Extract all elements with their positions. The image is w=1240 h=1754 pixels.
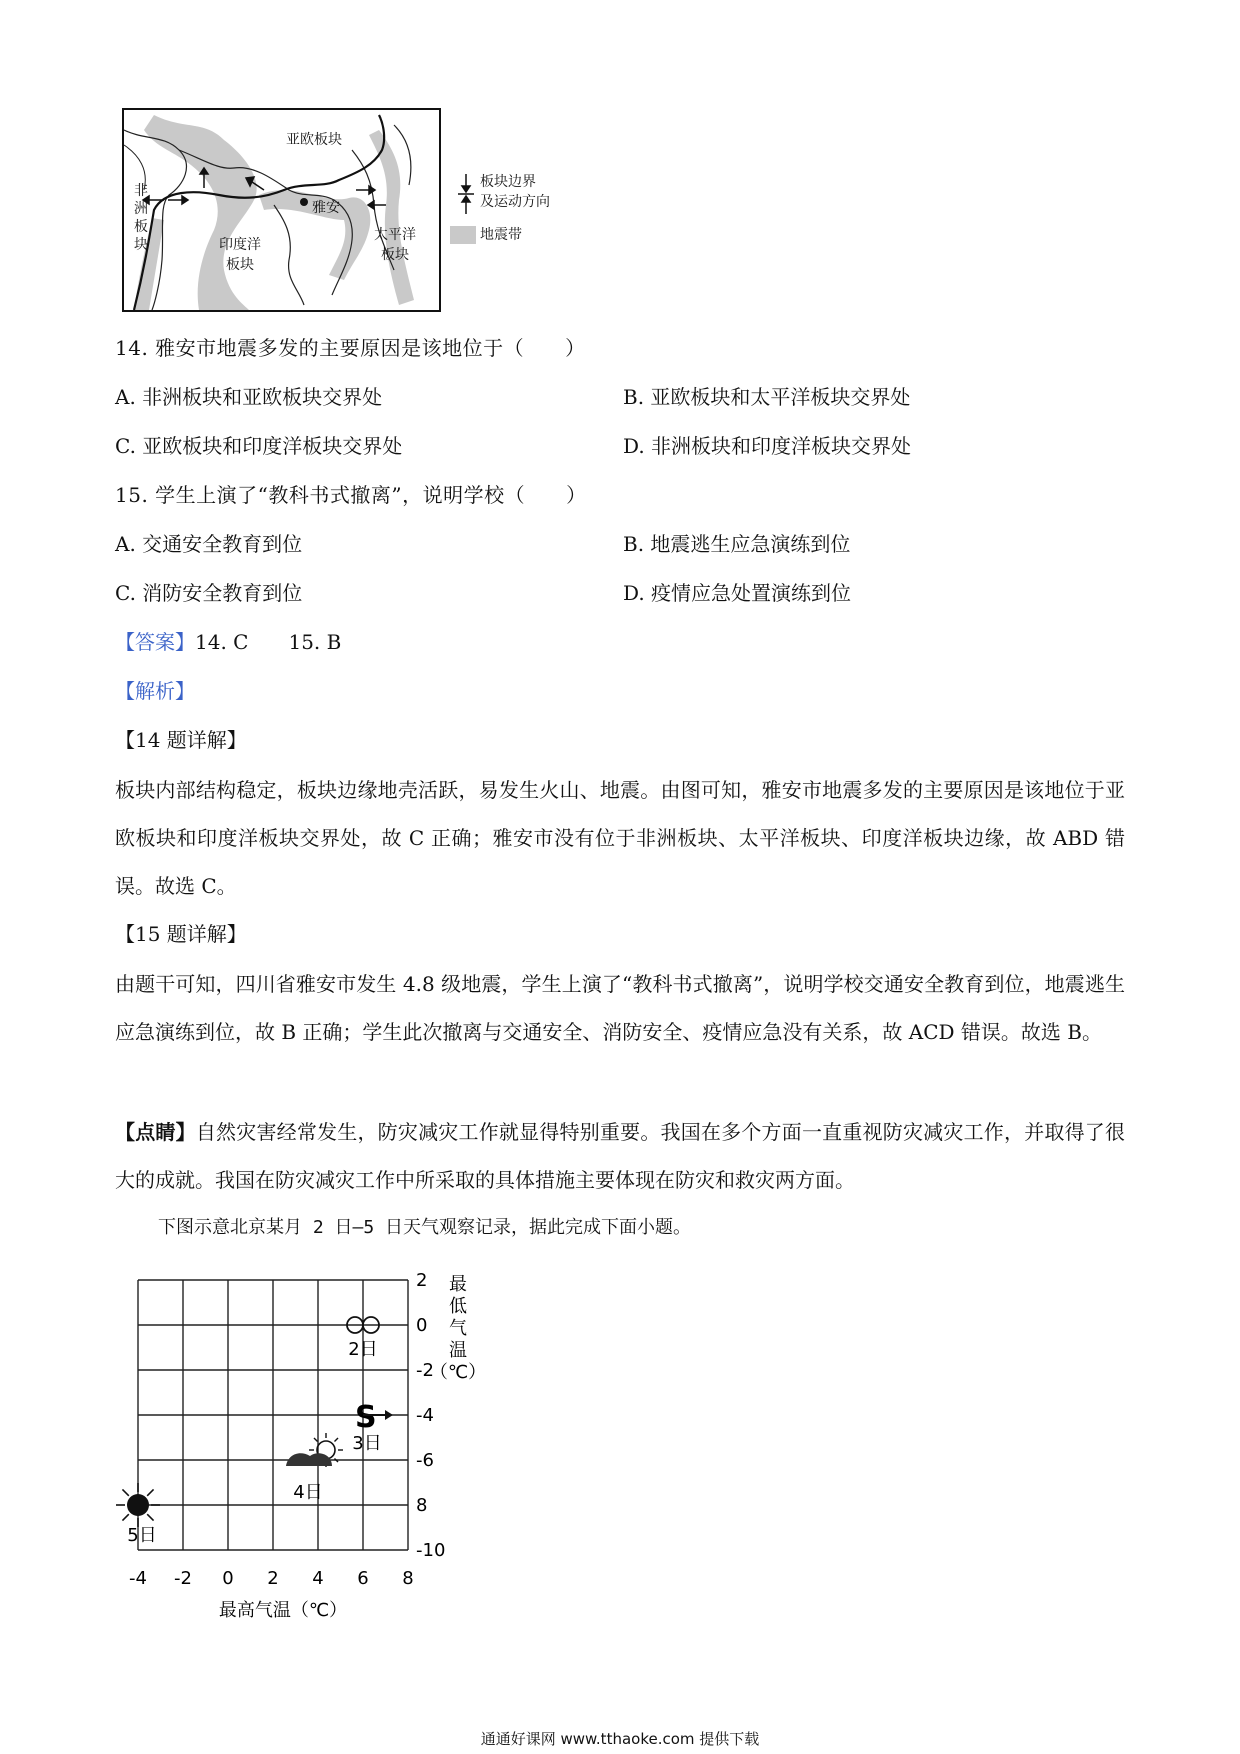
x-tick-label: 2	[267, 1568, 279, 1589]
sandstorm-icon	[355, 1400, 393, 1435]
answer-text: 14. C 15. B	[195, 630, 342, 654]
map-label-yaan: 雅安	[312, 200, 340, 216]
d14-title: 【14 题详解】	[115, 728, 247, 752]
y-tick-label: -10	[416, 1540, 446, 1561]
chart-intro: 下图示意北京某月 2 日—5 日天气观察记录，据此完成下面小题。	[158, 1217, 692, 1238]
x-tick-label: -4	[129, 1568, 147, 1589]
weather-chart-svg	[110, 1258, 487, 1621]
y-axis-label: 低	[449, 1296, 467, 1317]
map-label-indian: 印度洋 板块	[219, 237, 261, 273]
y-tick-label: -4	[416, 1405, 434, 1426]
q14-option-a: A. 非洲板块和亚欧板块交界处	[115, 385, 383, 409]
q14-option-d: D. 非洲板块和印度洋板块交界处	[623, 434, 912, 458]
tip-body: 自然灾害经常发生，防灾减灾工作就显得特别重要。我国在多个方面一直重视防灾减灾工作，并取得了很大的成就。我国在防灾减灾工作中所采取的具体措施主要体现在防灾和救灾两方面。	[115, 1120, 1126, 1192]
legend-quake-text: 地震带	[480, 227, 522, 243]
x-tick-label: 6	[357, 1568, 369, 1589]
q15-option-a: A. 交通安全教育到位	[115, 532, 303, 556]
x-tick-label: 4	[312, 1568, 324, 1589]
answer-tag: 【答案】	[115, 630, 195, 654]
q15-option-b: B. 地震逃生应急演练到位	[623, 532, 851, 556]
q15-stem: 15. 学生上演了“教科书式撤离”，说明学校（ ）	[115, 483, 587, 507]
weather-chart	[110, 1258, 487, 1621]
y-tick-label: 8	[416, 1495, 428, 1516]
map-label-pacific: 太平洋 板块	[374, 227, 416, 263]
map-label-eurasian: 亚欧板块	[286, 132, 342, 148]
x-tick-label: 8	[402, 1568, 414, 1589]
tip-paragraph	[115, 1108, 1125, 1204]
x-axis-label: 最高气温（℃）	[218, 1600, 348, 1621]
q14-option-c: C. 亚欧板块和印度洋板块交界处	[115, 434, 403, 458]
y-tick-label: -2	[416, 1360, 434, 1381]
svg-text:S: S	[355, 1400, 377, 1435]
plate-map	[122, 108, 441, 312]
y-axis-label: （℃）	[429, 1362, 487, 1383]
q14-stem: 14. 雅安市地震多发的主要原因是该地位于（ ）	[115, 336, 586, 360]
x-tick-label: 0	[222, 1568, 234, 1589]
map-label-african: 非 洲 板 块	[134, 183, 148, 253]
point-label: 4日	[293, 1482, 323, 1503]
point-label: 3日	[352, 1433, 382, 1454]
partly-cloudy-icon	[286, 1433, 343, 1467]
legend-boundary-text: 板块边界 及运动方向	[480, 174, 550, 210]
y-tick-label: 0	[416, 1315, 428, 1336]
boundary-legend-icon	[456, 172, 476, 216]
y-axis-label: 最	[449, 1274, 467, 1295]
plate-map-drawing	[124, 110, 439, 310]
y-axis-label: 温	[449, 1340, 467, 1361]
quake-belt-legend-swatch	[450, 226, 476, 244]
q14-option-b: B. 亚欧板块和太平洋板块交界处	[623, 385, 911, 409]
point-label: 2日	[348, 1339, 378, 1360]
tip-tag: 【点睛】	[115, 1120, 196, 1144]
y-tick-label: 2	[416, 1270, 428, 1291]
y-tick-label: -6	[416, 1450, 434, 1471]
q15-option-d: D. 疫情应急处置演练到位	[623, 581, 852, 605]
y-axis-label: 气	[449, 1318, 467, 1339]
d15-title: 【15 题详解】	[115, 922, 247, 946]
d14-body: 板块内部结构稳定，板块边缘地壳活跃，易发生火山、地震。由图可知，雅安市地震多发的主要原因是该地位于亚欧板块和印度洋板块交界处，故 C 正确；雅安市没有位于非洲板块、太平洋板块、印度洋板块边缘，故 ABD 错误。故选 C。	[115, 778, 1125, 898]
sunny-icon	[116, 1483, 160, 1527]
d15-body: 由题干可知，四川省雅安市发生 4.8 级地震，学生上演了“教科书式撤离”，说明学校交通安全教育到位，地震逃生应急演练到位，故 B 正确；学生此次撤离与交通安全、消防安全、疫情应急没有关系，故 ACD 错误。故选 B。	[115, 972, 1125, 1044]
footer: 通通好课网 www.tthaoke.com 提供下载	[480, 1730, 760, 1748]
answer-line	[115, 628, 341, 656]
x-tick-label: -2	[174, 1568, 192, 1589]
q15-option-c: C. 消防安全教育到位	[115, 581, 303, 605]
analysis-tag: 【解析】	[115, 679, 195, 703]
point-label: 5日	[127, 1525, 157, 1546]
